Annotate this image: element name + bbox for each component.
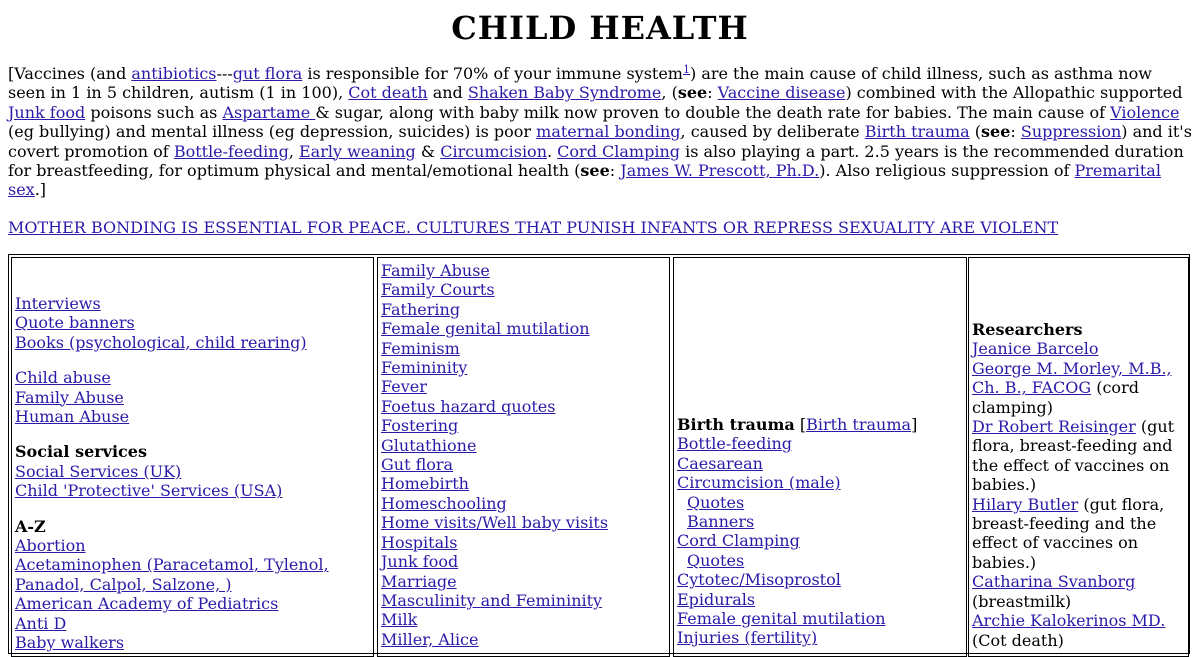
column-general <box>11 257 374 657</box>
bracket: ] <box>911 415 918 434</box>
researcher-note: (cord clamping) <box>972 378 1139 417</box>
birth-trauma-link[interactable]: Bottle-feeding <box>677 434 793 454</box>
birth-trauma-link[interactable]: Caesarean <box>677 453 763 473</box>
link-cps-usa[interactable]: Child 'Protective' Services (USA) <box>15 481 283 501</box>
link-child-abuse[interactable]: Child abuse <box>15 368 111 388</box>
topic-link[interactable]: Gut flora <box>381 455 454 475</box>
intro-text: , caused by deliberate <box>680 122 865 142</box>
birth-trauma-link[interactable]: Circumcision (male) <box>677 473 841 493</box>
intro-text: & sugar, along with baby milk now proven to double the death rate for babies. The main cause of <box>315 102 1111 122</box>
topic-link[interactable]: Feminism <box>381 338 460 358</box>
birth-trauma-link[interactable]: Quotes <box>687 492 745 512</box>
intro-text: --- <box>216 64 233 83</box>
peace-banner-link[interactable]: MOTHER BONDING IS ESSENTIAL FOR PEACE. CULTURES THAT PUNISH INFANTS OR REPRESS SEXUALITY ARE VIOLENT <box>8 218 1059 237</box>
link-cot-death[interactable]: Cot death <box>348 83 428 103</box>
link-shaken-baby[interactable]: Shaken Baby Syndrome <box>467 83 662 103</box>
link-bottle-feeding[interactable]: Bottle-feeding <box>173 141 289 161</box>
link-quote-banners[interactable]: Quote banners <box>15 313 135 333</box>
intro-text: [Vaccines (and <box>8 64 132 83</box>
researcher-entry <box>972 495 1185 573</box>
topic-link[interactable]: Marriage <box>381 571 457 591</box>
link-acetaminophen[interactable]: Acetaminophen (Paracetamol, Tylenol, Panadol, Calpol, Salzone, ) <box>15 555 329 594</box>
researcher-note: (Cot death) <box>972 630 1064 650</box>
link-antibiotics[interactable]: antibiotics <box>131 64 217 83</box>
link-researcher-butler[interactable]: Hilary Butler <box>972 494 1079 514</box>
researcher-entry <box>972 359 1185 417</box>
birth-trauma-link[interactable]: Female genital mutilation <box>677 609 886 629</box>
link-violence[interactable]: Violence <box>1110 102 1180 122</box>
link-family-abuse[interactable]: Family Abuse <box>15 387 124 407</box>
topic-link[interactable]: Fever <box>381 377 427 397</box>
topic-link[interactable]: Homeschooling <box>381 493 507 513</box>
topic-link[interactable]: Junk food <box>381 552 459 572</box>
see-label: see <box>981 122 1011 142</box>
link-researcher-reisinger[interactable]: Dr Robert Reisinger <box>972 417 1136 437</box>
link-aap[interactable]: American Academy of Pediatrics <box>15 594 279 614</box>
topic-link[interactable]: Fostering <box>381 416 459 436</box>
intro-paragraph <box>8 64 1192 200</box>
intro-text: & <box>415 141 441 161</box>
link-researcher-kalokerinos[interactable]: Archie Kalokerinos MD. <box>972 611 1166 631</box>
sub-item <box>677 493 963 512</box>
researchers-heading: Researchers <box>972 320 1083 339</box>
link-circumcision[interactable]: Circumcision <box>440 141 547 161</box>
intro-text: (eg bullying) and mental illness (eg depression, suicides) is poor <box>8 122 537 142</box>
link-cord-clamping[interactable]: Cord Clamping <box>557 141 680 161</box>
spacer <box>15 501 370 517</box>
birth-trauma-link[interactable]: Injuries (fertility) <box>677 628 818 648</box>
sub-item <box>677 512 963 531</box>
intro-text: , ( <box>661 83 678 103</box>
topic-link[interactable]: Foetus hazard quotes <box>381 396 556 416</box>
topic-link[interactable]: Masculinity and Femininity <box>381 590 603 610</box>
topic-link[interactable]: Fathering <box>381 299 461 319</box>
birth-trauma-title: Birth trauma <box>677 415 795 434</box>
link-vaccine-disease[interactable]: Vaccine disease <box>717 83 846 103</box>
topic-link[interactable]: Glutathione <box>381 435 477 455</box>
link-gut-flora[interactable]: gut flora <box>232 64 303 83</box>
link-researcher-morley[interactable]: George M. Morley, M.B., Ch. B., FACOG <box>972 358 1172 398</box>
sub-item <box>677 551 963 570</box>
researcher-entry <box>972 417 1185 495</box>
column-topics <box>377 257 670 657</box>
spacer <box>15 426 370 442</box>
az-heading: A-Z <box>15 516 46 536</box>
researcher-note: (gut flora, breast-feeding and the effect of vaccines on babies.) <box>972 417 1175 495</box>
column-researchers <box>968 257 1189 657</box>
topic-link[interactable]: Hospitals <box>381 532 458 552</box>
intro-text: : <box>707 83 718 103</box>
birth-trauma-link[interactable]: Cytotec/Misoprostol <box>677 570 841 590</box>
link-anti-d[interactable]: Anti D <box>15 613 67 633</box>
link-researcher-svanborg[interactable]: Catharina Svanborg <box>972 572 1136 592</box>
link-abortion[interactable]: Abortion <box>15 536 86 556</box>
link-researcher-barcelo[interactable]: Jeanice Barcelo <box>972 339 1099 359</box>
researcher-entry <box>972 611 1185 650</box>
link-suppression[interactable]: Suppression <box>1020 122 1122 142</box>
topic-link[interactable]: Homebirth <box>381 474 469 494</box>
link-birth-trauma-page[interactable]: Birth trauma <box>806 415 912 434</box>
footnote-link[interactable]: 1 <box>682 63 690 76</box>
column-birth-trauma <box>673 257 967 657</box>
page-title: CHILD HEALTH <box>451 9 749 47</box>
intro-text: , <box>288 141 299 161</box>
intro-text: ) are the main cause of child illness, such as asthma now seen in 1 in 5 children, autism (1 in 100), <box>8 64 1152 103</box>
link-human-abuse[interactable]: Human Abuse <box>15 407 130 427</box>
birth-trauma-link[interactable]: Banners <box>687 512 755 532</box>
see-label: see <box>677 83 708 103</box>
birth-trauma-link[interactable]: Epidurals <box>677 589 756 609</box>
link-birth-trauma[interactable]: Birth trauma <box>864 122 970 142</box>
topic-link[interactable]: Female genital mutilation <box>381 319 590 339</box>
researcher-note: (breastmilk) <box>972 591 1072 611</box>
topic-link[interactable]: Milk <box>381 610 418 630</box>
birth-trauma-link[interactable]: Cord Clamping <box>677 531 800 551</box>
intro-text: ) and it's covert promotion of <box>8 122 1192 161</box>
intro-text: ) combined with the Allopathic supported <box>845 83 1183 103</box>
topic-link[interactable]: Family Courts <box>381 280 495 300</box>
intro-text: and <box>427 83 468 103</box>
social-services-heading: Social services <box>15 442 147 462</box>
intro-text: is responsible for 70% of your immune system <box>302 64 683 83</box>
intro-text: ( <box>969 122 982 142</box>
link-social-services-uk[interactable]: Social Services (UK) <box>15 461 182 481</box>
link-interviews[interactable]: Interviews <box>15 294 101 313</box>
link-maternal-bonding[interactable]: maternal bonding <box>536 122 681 142</box>
spacer <box>15 352 370 368</box>
link-junk-food[interactable]: Junk food <box>8 102 86 122</box>
intro-text: ). Also religious suppression of <box>819 161 1075 181</box>
intro-text: : <box>1010 122 1021 142</box>
topic-link[interactable]: Home visits/Well baby visits <box>381 513 609 533</box>
intro-text: . <box>547 141 558 161</box>
researcher-entry <box>972 572 1185 611</box>
link-aspartame[interactable]: Aspartame <box>222 102 316 122</box>
link-baby-walkers[interactable]: Baby walkers <box>15 633 125 653</box>
see-label: see <box>580 161 610 181</box>
topics-table <box>8 254 1190 654</box>
intro-text: poisons such as <box>85 102 223 122</box>
topic-link[interactable]: Femininity <box>381 358 468 378</box>
link-prescott[interactable]: James W. Prescott, Ph.D. <box>620 161 820 181</box>
link-early-weaning[interactable]: Early weaning <box>299 141 416 161</box>
topic-link[interactable]: Family Abuse <box>381 261 490 280</box>
link-books[interactable]: Books (psychological, child rearing) <box>15 332 307 352</box>
link-premarital-sex[interactable]: Premarital sex <box>8 161 1161 200</box>
topic-link[interactable]: Miller, Alice <box>381 629 479 649</box>
intro-text: : <box>609 161 621 181</box>
birth-trauma-heading <box>677 415 963 434</box>
researcher-note: (gut flora, breast-feeding and the effect of vaccines on babies.) <box>972 494 1165 572</box>
intro-text: is also playing a part. 2.5 years is the recommended duration for breastfeeding, for optimum physical and mental/emotional health ( <box>8 141 1184 181</box>
intro-text: .] <box>34 180 47 200</box>
bracket: [ <box>794 415 807 434</box>
birth-trauma-link[interactable]: Quotes <box>687 550 745 570</box>
